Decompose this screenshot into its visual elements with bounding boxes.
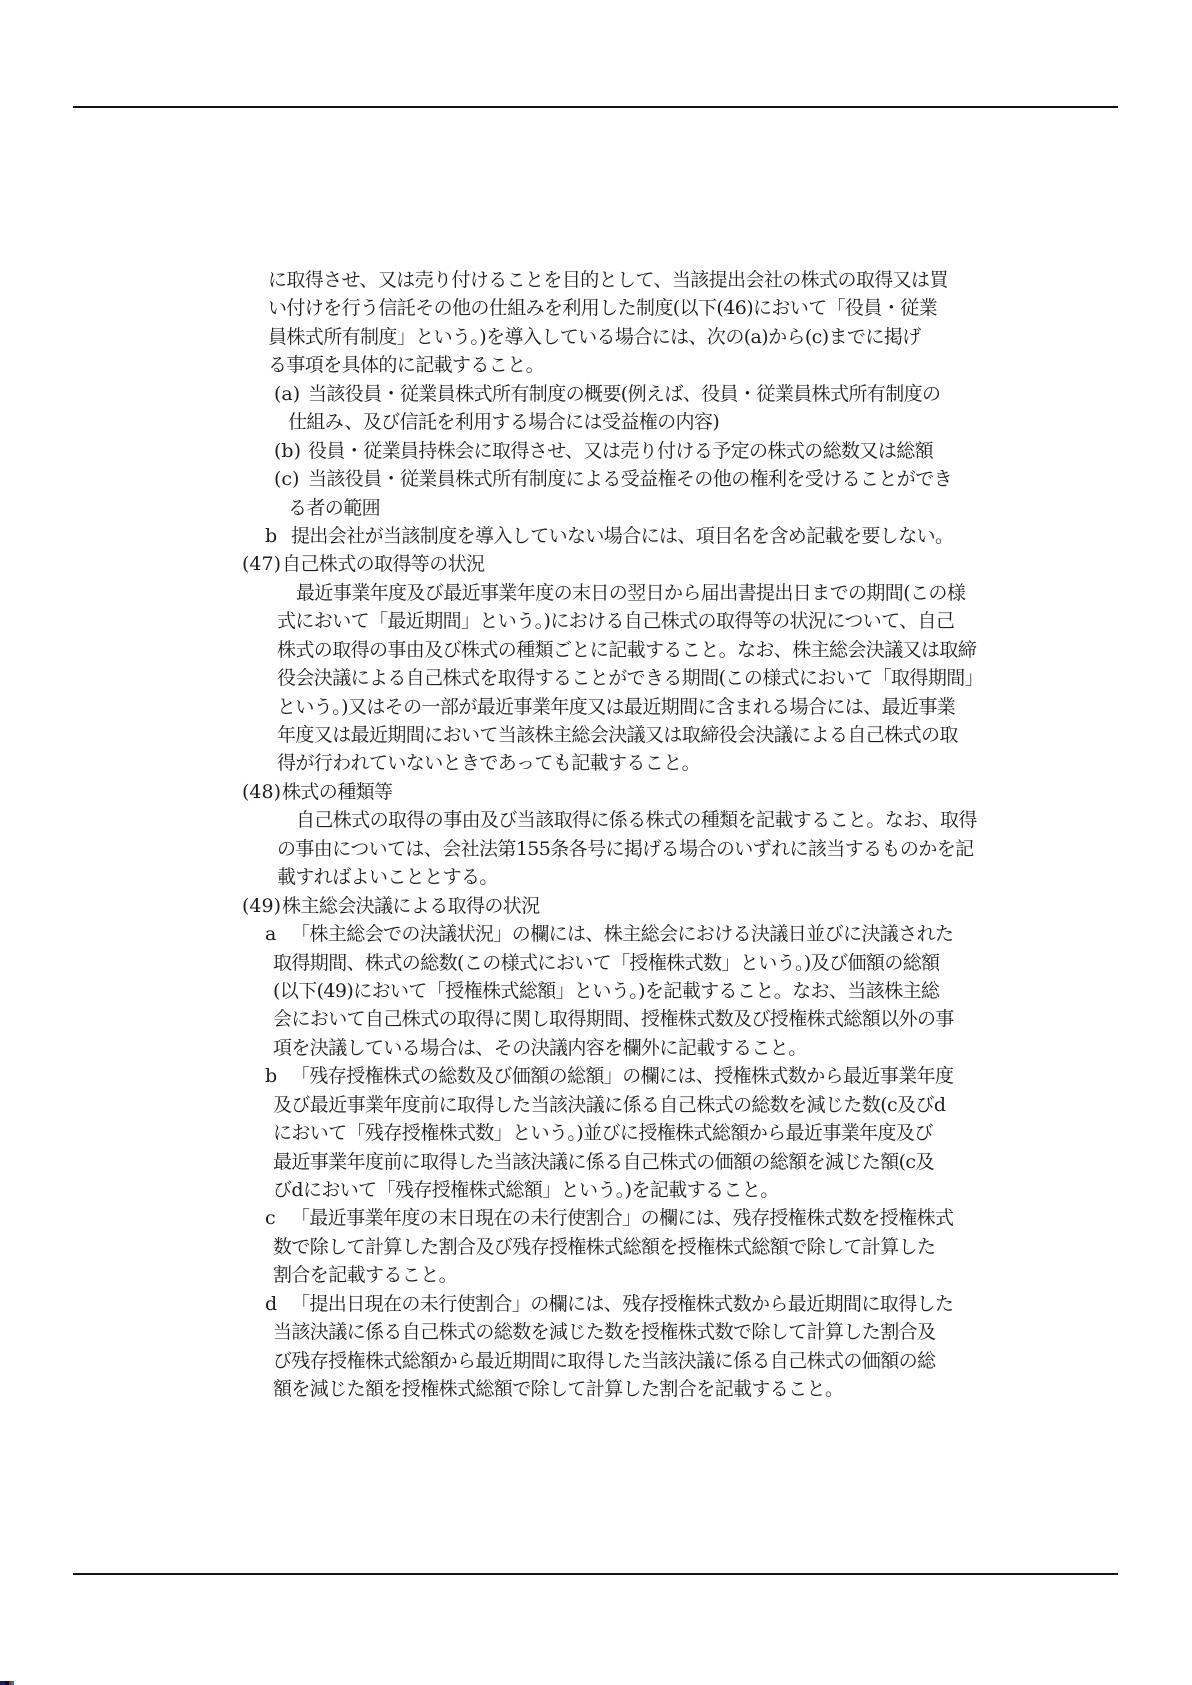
text-line <box>268 294 1192 322</box>
line-text: 数で除して計算した割合及び残存授権株式総額を授権株式総額で除して計算した <box>273 1235 936 1258</box>
text-line <box>274 465 1192 493</box>
text-line <box>265 522 1192 550</box>
line-text: 会において自己株式の取得に関し取得期間、授権株式数及び授権株式総額以外の事 <box>273 1008 954 1031</box>
text-line <box>273 1261 1192 1289</box>
line-text: 当該役員・従業員株式所有制度の概要(例えば、役員・従業員株式所有制度の <box>308 382 941 405</box>
line-text: 提出会社が当該制度を導入していない場合には、項目名を含め記載を要しない。 <box>291 524 954 547</box>
text-line <box>277 863 1192 891</box>
line-text: 当該役員・従業員株式所有制度による受益権その他の権利を受けることができ <box>308 468 953 491</box>
footer-rule <box>73 1573 1118 1575</box>
line-text: 最近事業年度及び最近事業年度の末日の翌日から届出書提出日までの期間(この様 <box>296 581 966 604</box>
header-rule <box>73 106 1118 108</box>
text-line <box>273 1347 1192 1375</box>
line-text: 株主総会決議による取得の状況 <box>282 894 540 917</box>
line-text: び残存授権株式総額から最近期間に取得した当該決議に係る自己株式の価額の総 <box>273 1349 936 1372</box>
list-marker: (48) <box>242 780 282 803</box>
list-marker: (49) <box>242 894 282 917</box>
line-text: 項を決議している場合は、その決議内容を欄外に記載すること。 <box>273 1036 807 1059</box>
line-text: 「最近事業年度の末日現在の未行使割合」の欄には、残存授権株式数を授権株式 <box>291 1207 954 1230</box>
line-text: 仕組み、及び信託を利用する場合には受益権の内容) <box>288 411 720 434</box>
document-text <box>0 266 1192 1404</box>
text-line <box>242 778 1192 806</box>
text-line <box>277 835 1192 863</box>
line-text: 額を減じた額を授権株式総額で除して計算した割合を記載すること。 <box>273 1378 844 1401</box>
line-text: 役会決議による自己株式を取得することができる期間(この様式において「取得期間」 <box>277 667 984 690</box>
text-line <box>273 1091 1192 1119</box>
list-marker: b <box>265 524 278 547</box>
text-line <box>277 636 1192 664</box>
text-line <box>265 1204 1192 1232</box>
text-line <box>288 408 1192 436</box>
text-line <box>277 721 1192 749</box>
text-line <box>274 380 1192 408</box>
text-line <box>273 949 1192 977</box>
line-text: 得が行われていないときであっても記載すること。 <box>277 752 701 775</box>
text-line <box>273 1034 1192 1062</box>
text-line <box>277 749 1192 777</box>
list-marker: (c) <box>274 468 300 491</box>
list-marker: a <box>265 923 277 946</box>
list-marker: (b) <box>274 439 301 462</box>
text-line <box>273 1318 1192 1346</box>
text-line <box>296 806 1192 834</box>
text-line <box>277 607 1192 635</box>
line-text: に取得させ、又は売り付けることを目的として、当該提出会社の株式の取得又は買 <box>268 269 948 291</box>
text-line <box>268 323 1192 351</box>
text-line <box>268 266 1192 294</box>
line-text: (以下(49)において「授権株式総額」という。)を記載すること。なお、当該株主総 <box>273 979 940 1002</box>
text-line <box>273 977 1192 1005</box>
line-text: において「残存授権株式数」という。)並びに授権株式総額から最近事業年度及び <box>273 1122 933 1145</box>
list-marker: (a) <box>274 382 301 405</box>
list-marker: (47) <box>242 553 282 576</box>
line-text: 式において「最近期間」という。)における自己株式の取得等の状況について、自己 <box>277 610 955 633</box>
line-text: い付けを行う信託その他の仕組みを利用した制度(以下(46)において「役員・従業 <box>268 297 938 320</box>
line-text: 自己株式の取得等の状況 <box>282 553 485 576</box>
line-text: びdにおいて「残存授権株式総額」という。)を記載すること。 <box>273 1179 779 1201</box>
line-text: の事由については、会社法第155条各号に掲げる場合のいずれに該当するものかを記 <box>277 837 974 860</box>
list-marker: b <box>265 1065 278 1088</box>
line-text: る者の範囲 <box>288 496 381 519</box>
text-line <box>288 494 1192 522</box>
text-line <box>265 1290 1192 1318</box>
list-marker: c <box>265 1207 276 1230</box>
scan-artifact-segment <box>11 1681 14 1685</box>
text-line <box>273 1176 1192 1204</box>
line-text: 年度又は最近期間において当該株主総会決議又は取締役会決議による自己株式の取 <box>277 724 958 746</box>
line-text: 取得期間、株式の総数(この様式において「授権株式数」という。)及び価額の総額 <box>273 951 940 974</box>
text-line <box>273 1233 1192 1261</box>
line-text: 株式の取得の事由及び株式の種類ごとに記載すること。なお、株主総会決議又は取締 <box>277 638 977 661</box>
text-line <box>277 664 1192 692</box>
line-text: 最近事業年度前に取得した当該決議に係る自己株式の価額の総額を減じた額(c及 <box>273 1150 934 1173</box>
text-line <box>242 892 1192 920</box>
line-text: 役員・従業員持株会に取得させ、又は売り付ける予定の株式の総数又は総額 <box>308 439 934 462</box>
text-line <box>268 351 1192 379</box>
scan-artifact <box>0 1681 14 1685</box>
text-line <box>265 920 1192 948</box>
text-line <box>242 550 1192 578</box>
text-line <box>273 1375 1192 1403</box>
text-line <box>277 693 1192 721</box>
line-text: 「提出日現在の未行使割合」の欄には、残存授権株式数から最近期間に取得した <box>291 1292 954 1315</box>
text-line <box>273 1005 1192 1033</box>
list-marker: d <box>265 1292 278 1315</box>
text-line <box>296 579 1192 607</box>
line-text: 株式の種類等 <box>282 780 393 803</box>
line-text: 当該決議に係る自己株式の総数を減じた数を授権株式数で除して計算した割合及 <box>273 1321 936 1344</box>
line-text: という。)又はその一部が最近事業年度又は最近期間に含まれる場合には、最近事業 <box>277 695 956 718</box>
line-text: 「残存授権株式の総数及び価額の総額」の欄には、授権株式数から最近事業年度 <box>291 1065 954 1088</box>
line-text: 載すればよいこととする。 <box>277 866 498 889</box>
text-line <box>265 1062 1192 1090</box>
line-text: 及び最近事業年度前に取得した当該決議に係る自己株式の総数を減じた数(c及びd <box>273 1093 946 1116</box>
text-line <box>273 1148 1192 1176</box>
line-text: る事項を具体的に記載すること。 <box>268 354 545 377</box>
text-line <box>273 1119 1192 1147</box>
line-text: 「株主総会での決議状況」の欄には、株主総会における決議日並びに決議された <box>291 923 954 946</box>
line-text: 自己株式の取得の事由及び当該取得に係る株式の種類を記載すること。なお、取得 <box>296 809 977 832</box>
text-line <box>274 437 1192 465</box>
line-text: 員株式所有制度」という。)を導入している場合には、次の(a)から(c)までに掲げ <box>268 325 921 348</box>
line-text: 割合を記載すること。 <box>273 1264 458 1287</box>
